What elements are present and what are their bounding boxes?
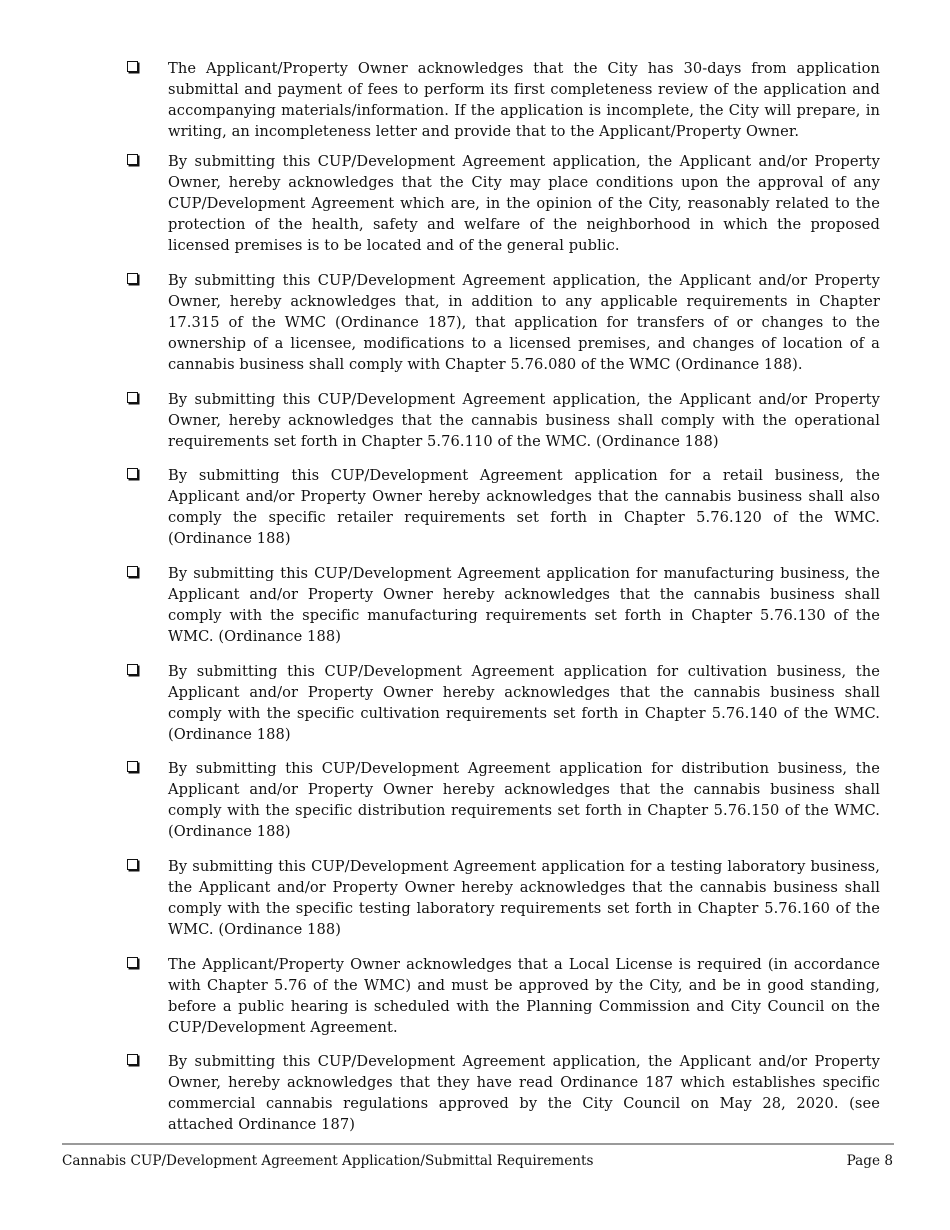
footer-divider	[62, 1143, 894, 1145]
checkbox-icon[interactable]	[127, 468, 138, 479]
checklist-item-text: By submitting this CUP/Development Agreement application for manufacturing business, the Applicant and/or Property Owner hereby acknowledges that the cannabis business shall comply with the specific manufacturing requirements set forth in Chapter 5.76.130 of the WMC. (Ordinance 188)	[168, 565, 880, 645]
checkbox-icon[interactable]	[127, 61, 138, 72]
checklist-item-text: By submitting this CUP/Development Agreement application for a testing laboratory business, the Applicant and/or Property Owner hereby acknowledges that the cannabis business shall comply with the specific testing laboratory requirements set forth in Chapter 5.76.160 of the WMC. (Ordinance 188)	[168, 858, 880, 938]
checkbox-icon[interactable]	[127, 566, 138, 577]
checklist-item-text: By submitting this CUP/Development Agreement application for a retail business, the Applicant and/or Property Owner hereby acknowledges that the cannabis business shall also comply the specific retailer requirements set forth in Chapter 5.76.120 of the WMC. (Ordinance 188)	[168, 467, 880, 547]
checklist-item-text: By submitting this CUP/Development Agreement application, the Applicant and/or Property Owner, hereby acknowledges that the cannabis business shall comply with the operational requirements set forth in Chapter 5.76.110 of the WMC. (Ordinance 188)	[168, 391, 880, 450]
checklist-item-text: By submitting this CUP/Development Agreement application for distribution business, the Applicant and/or Property Owner hereby acknowledges that the cannabis business shall comply with the specific distribution requirements set forth in Chapter 5.76.150 of the WMC. (Ordinance 188)	[168, 760, 880, 840]
page-number: Page 8	[846, 1153, 893, 1169]
checkbox-icon[interactable]	[127, 1054, 138, 1065]
footer-title: Cannabis CUP/Development Agreement Application/Submittal Requirements	[62, 1153, 594, 1169]
checkbox-icon[interactable]	[127, 859, 138, 870]
checkbox-icon[interactable]	[127, 154, 138, 165]
checkbox-icon[interactable]	[127, 957, 138, 968]
checklist-item-text: By submitting this CUP/Development Agreement application, the Applicant and/or Property Owner, hereby acknowledges that, in addition to any applicable requirements in Chapter 17.315 of the WMC (Ordinance 187), that application for transfers of or changes to the ownership of a licensee, modifications to a licensed premises, and changes of location of a cannabis business shall comply with Chapter 5.76.080 of the WMC (Ordinance 188).	[168, 272, 880, 373]
checklist-item-text: The Applicant/Property Owner acknowledges that a Local License is required (in accordance with Chapter 5.76 of the WMC) and must be approved by the City, and be in good standing, before a public hearing is scheduled with the Planning Commission and City Council on the CUP/Development Agreement.	[168, 956, 880, 1036]
checklist-item-text: By submitting this CUP/Development Agreement application, the Applicant and/or Property Owner, hereby acknowledges that the City may place conditions upon the approval of any CUP/Development Agreement which are, in the opinion of the City, reasonably related to the protection of the health, safety and welfare of the neighborhood in which the proposed licensed premises is to be located and of the general public.	[168, 153, 880, 254]
checklist-item-text: By submitting this CUP/Development Agreement application, the Applicant and/or Property Owner, hereby acknowledges that they have read Ordinance 187 which establishes specific commercial cannabis regulations approved by the City Council on May 28, 2020. (see attached Ordinance 187)	[168, 1053, 880, 1133]
checkbox-icon[interactable]	[127, 664, 138, 675]
checkbox-icon[interactable]	[127, 392, 138, 403]
checklist-item-text: The Applicant/Property Owner acknowledges that the City has 30-days from application submittal and payment of fees to perform its first completeness review of the application and accompanying materials/information. If the application is incomplete, the City will prepare, in writing, an incompleteness letter and provide that to the Applicant/Property Owner.	[168, 60, 880, 140]
checkbox-icon[interactable]	[127, 761, 138, 772]
checkbox-icon[interactable]	[127, 273, 138, 284]
checklist-item-text: By submitting this CUP/Development Agreement application for cultivation business, the Applicant and/or Property Owner hereby acknowledges that the cannabis business shall comply with the specific cultivation requirements set forth in Chapter 5.76.140 of the WMC. (Ordinance 188)	[168, 663, 880, 743]
